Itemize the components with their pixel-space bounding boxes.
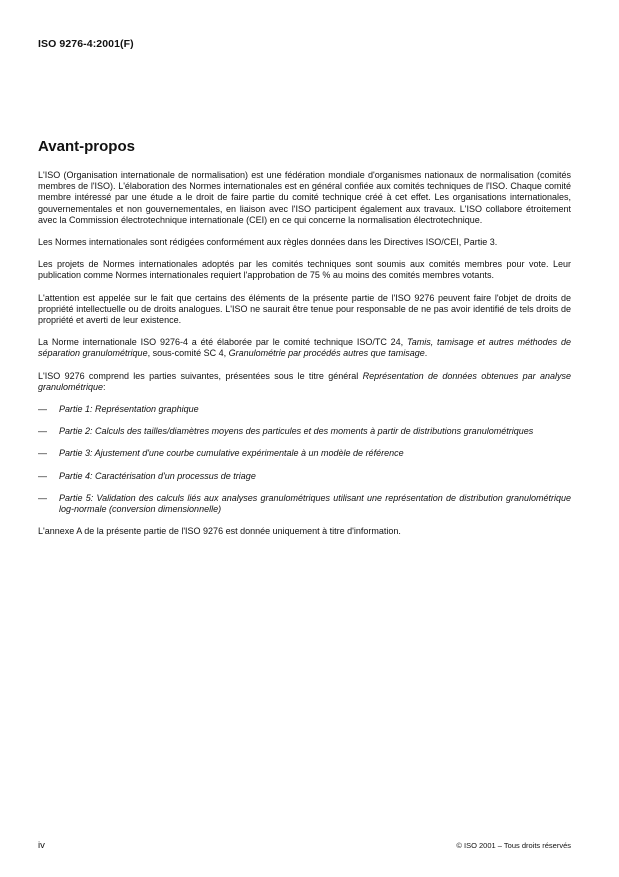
paragraph-iso-intro: L'ISO (Organisation internationale de normalisation) est une fédération mondiale d'organismes nationaux de normalisation (comités membres de l'ISO). L'élaboration des Normes internationales est en général confiée aux comités techniques de l'ISO. Chaque comité membre intéressé par une étude a le droit de faire partie du comité technique créé à cet effet. Les organisations internationales, gouvernementales et non gouvernementales, en liaison avec l'ISO participent également aux travaux. L'ISO collabore étroitement avec la Commission électrotechnique internationale (CEI) en ce qui concerne la normalisation électrotechnique. <box>38 170 571 225</box>
paragraph-annex: L'annexe A de la présente partie de l'ISO 9276 est donnée uniquement à titre d'information. <box>38 526 401 537</box>
list-item-text: Partie 5: Validation des calculs liés aux analyses granulométriques utilisant une représentation de distribution granulométrique log-normale (conversion dimensionnelle) <box>59 492 571 515</box>
parts-intro-colon: : <box>103 381 106 392</box>
committee-text-c: , sous-comité SC 4, <box>147 348 229 359</box>
list-dash: — <box>38 426 47 437</box>
paragraph-parts-intro <box>38 371 571 393</box>
list-item <box>38 448 571 459</box>
list-item <box>38 426 571 437</box>
list-item-text: Partie 1: Représentation graphique <box>59 404 199 415</box>
committee-text-e: . <box>424 348 428 359</box>
body-text <box>38 170 571 548</box>
list-dash: — <box>38 404 47 415</box>
list-dash: — <box>38 492 47 503</box>
list-dash: — <box>38 448 47 459</box>
copyright-notice: © ISO 2001 – Tous droits réservés <box>456 841 571 850</box>
list-item-text: Partie 2: Calculs des tailles/diamètres moyens des particules et des moments à partir de distributions granulométriques <box>59 426 534 437</box>
list-item <box>38 493 571 515</box>
parts-general-title: Représentation de données obtenues par analyse granulométrique <box>38 370 571 392</box>
committee-text-a: La Norme internationale ISO 9276-4 a été élaborée par le comité technique ISO/TC 24, <box>38 337 408 348</box>
page-title: Avant-propos <box>38 138 135 155</box>
list-dash: — <box>38 470 47 481</box>
parts-intro-text: L'ISO 9276 comprend les parties suivantes, présentées sous le titre général <box>38 370 363 381</box>
document-id: ISO 9276-4:2001(F) <box>38 38 134 50</box>
paragraph-voting: Les projets de Normes internationales adoptés par les comités techniques sont soumis aux comités membres pour vote. Leur publication comme Normes internationales requiert l'approbation de 75 % au moins des comités membres votants. <box>38 259 571 281</box>
list-item-text: Partie 4: Caractérisation d'un processus de triage <box>59 470 256 481</box>
paragraph-committee <box>38 337 571 359</box>
list-item <box>38 471 571 482</box>
list-item-text: Partie 3: Ajustement d'une courbe cumulative expérimentale à un modèle de référence <box>59 448 404 459</box>
committee-sc-title: Granulométrie par procédés autres que tamisage <box>228 348 425 359</box>
paragraph-directives: Les Normes internationales sont rédigées conformément aux règles données dans les Directives ISO/CEI, Partie 3. <box>38 237 498 248</box>
paragraph-patent-rights: L'attention est appelée sur le fait que certains des éléments de la présente partie de l'ISO 9276 peuvent faire l'objet de droits de propriété intellectuelle ou de droits analogues. L'ISO ne saurait être tenue pour responsable de ne pas avoir identifié de tels droits de propriété et averti de leur existence. <box>38 292 571 326</box>
page-number: iv <box>38 840 45 851</box>
committee-tc-title: Tamis, tamisage et autres méthodes de séparation granulométrique <box>38 337 572 359</box>
list-item <box>38 404 571 415</box>
